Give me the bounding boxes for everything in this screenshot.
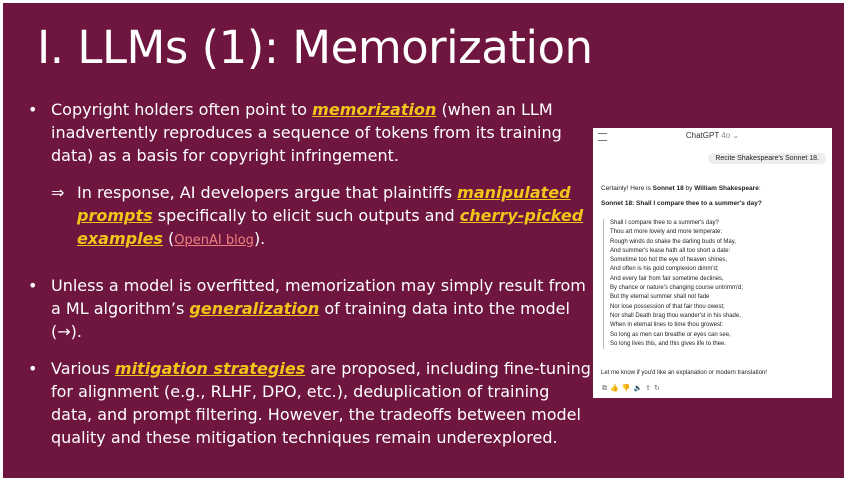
poem-line: But thy eternal summer shall not fade: [610, 294, 710, 301]
highlight-memorization: memorization: [312, 100, 437, 119]
bullet-mitigation: [25, 357, 593, 449]
bullet-marker: •: [28, 359, 38, 378]
intro-sonnet: Sonnet 18: [652, 185, 684, 192]
openai-blog-link[interactable]: OpenAI blog: [174, 233, 254, 248]
sub-bullet-response: [25, 181, 593, 252]
bullet-text: specifically to elicit such outputs and: [152, 206, 460, 225]
highlight-mitigation: mitigation strategies: [114, 359, 306, 378]
bullet-text: In response, AI developers argue that plaintiffs: [77, 183, 458, 202]
assistant-outro: Let me know if you'd like an explanation or modern translation!: [601, 370, 767, 376]
arrow-marker: ⇒: [51, 183, 65, 202]
app-name: ChatGPT: [685, 131, 720, 140]
bullet-text: Unless a model is overfitted, memorization may simply result from a ML algorithm’s: [51, 276, 586, 318]
poem-line: And summer's lease hath all too short a date:: [610, 247, 731, 254]
chat-header[interactable]: [593, 131, 832, 140]
bullet-marker: •: [28, 100, 38, 119]
poem-line: And often is his gold complexion dimm'd;: [610, 266, 719, 273]
thumbs-down-icon[interactable]: 👎: [621, 385, 634, 392]
highlight-generalization: generalization: [189, 299, 320, 318]
user-message-bubble: Recite Shakespeare's Sonnet 18.: [708, 153, 826, 164]
bullet-text: ).: [253, 229, 266, 248]
poem-line: Thou art more lovely and more temperate:: [610, 229, 723, 236]
poem-block: [603, 219, 743, 349]
highlight-cherry-picked: cherry-picked examples: [77, 206, 584, 248]
assistant-intro: [601, 185, 761, 192]
copy-icon[interactable]: ⧉: [602, 385, 610, 392]
poem-line: So long as men can breathe or eyes can see,: [610, 331, 731, 338]
slide-title: I. LLMs (1): Memorization: [37, 21, 593, 74]
bullet-marker: •: [28, 276, 38, 295]
bullet-text: are proposed, including fine-tuning for alignment (e.g., RLHF, DPO, etc.), deduplication of training data, and prompt filtering. However, the tradeoffs between model quality and these mitigation techniques remain underexplored.: [51, 359, 591, 447]
intro-text: by: [683, 185, 695, 192]
poem-line: And every fair from fair sometime declines,: [610, 275, 724, 282]
highlight-manipulated-prompts: manipulated prompts: [77, 183, 571, 225]
bullet-list: [25, 98, 593, 463]
poem-line: By chance or nature's changing course untrimm'd;: [610, 285, 744, 292]
slide: [3, 3, 844, 478]
bullet-text: Copyright holders often point to: [51, 100, 313, 119]
bullet-text: (: [162, 229, 175, 248]
bullet-memorization: [25, 98, 593, 167]
poem-line: So long lives this, and this gives life to thee.: [610, 340, 727, 347]
intro-text: Certainly! Here is: [601, 185, 653, 192]
speaker-icon[interactable]: 🔈: [633, 385, 646, 392]
poem-line: Shall I compare thee to a summer's day?: [610, 220, 719, 226]
poem-line: Rough winds do shake the darling buds of May,: [610, 238, 736, 245]
bullet-text: Various: [51, 359, 115, 378]
poem-line: Nor lose possession of that fair thou owest;: [610, 303, 725, 310]
bullet-text: of training data into the model (→).: [51, 299, 570, 341]
chatgpt-screenshot: [593, 128, 832, 398]
model-version: 4o: [721, 131, 731, 140]
bullet-generalization: [25, 274, 593, 343]
message-actions: [602, 384, 663, 393]
poem-line: Nor shall Death brag thou wander'st in his shade,: [610, 312, 741, 319]
intro-text: :: [758, 185, 761, 192]
chevron-down-icon: ⌄: [732, 131, 740, 140]
poem-line: Sometime too hot the eye of heaven shines,: [610, 257, 728, 264]
bullet-text: (when an LLM inadvertently reproduces a sequence of tokens from its training data) as a basis for copyright infringement.: [51, 100, 562, 165]
thumbs-up-icon[interactable]: 👍: [610, 385, 622, 392]
poem-line: When in eternal lines to time thou growest:: [610, 322, 724, 329]
sonnet-title: Sonnet 18: Shall I compare thee to a summer's day?: [601, 200, 762, 207]
regenerate-icon[interactable]: ↻: [654, 385, 663, 392]
intro-author: William Shakespeare: [694, 185, 759, 192]
share-icon[interactable]: ⇪: [645, 385, 655, 392]
